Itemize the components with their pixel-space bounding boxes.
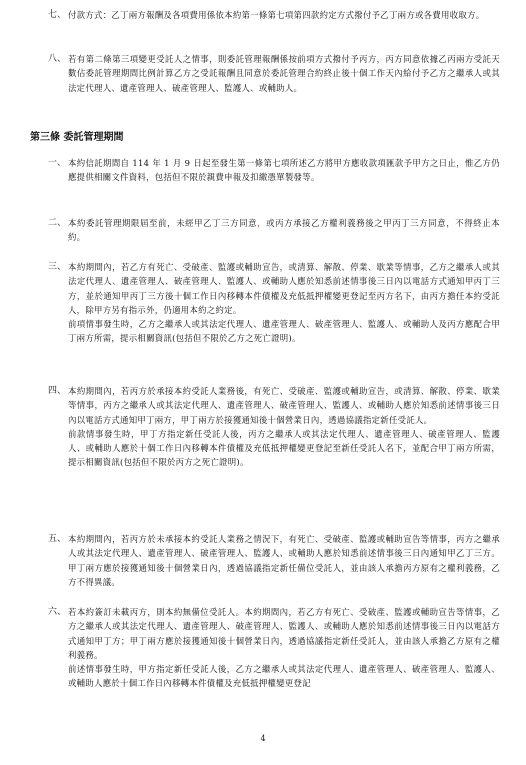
item-number: 二、 [48,218,67,228]
item-text: 若有第二條第三項變更受託人之情事，則委託管理報酬係按前項方式撥付予丙方，丙方同意依據乙丙兩方受託天數佔委託管理期間比例計算乙方之受託報酬且同意於委託管理合約終止後十個工作天內給付予乙方之繼承人或其法定代理人、遺產管理人、破產管理人、監護人、或輔助人。 [68,54,500,93]
page-number: 4 [260,734,266,743]
item-text-continued: 前款情事發生時，甲丁方指定新任受託人後，丙方之繼承人或其法定代理人、遺產管理人、破產管理人、監護人、或輔助人應於十個工作日內移轉本件債權及充低抵押權變更登記至新任受託人名下，並配合甲丁兩方所需，提示相關資訊(包括但不限於丙方之死亡證明)。 [68,428,500,468]
item-text-continued: 前項情事發生時，乙方之繼承人或其法定代理人、遺產管理人、破產管理人、監護人、或輔助人及丙方應配合甲丁兩方所需，提示相關資訊(包括但不限於乙方之死亡證明)。 [68,319,500,344]
item-text-part: 本約委託管理期限屆至前，未經甲乙丁三方同意 [68,218,258,228]
section-item-1 [48,156,500,185]
clause-item-7 [48,8,500,22]
section-item-6 [48,605,500,691]
section-item-2 [48,216,500,245]
item-number: 三、 [48,262,67,272]
item-number: 一、 [48,158,67,168]
item-text [68,216,500,245]
red-comma: ， [257,218,267,228]
section-heading: 第三條 委託管理期間 [30,132,124,143]
item-number: 六、 [48,607,67,617]
section-item-3 [48,260,500,346]
item-number: 七、 [48,10,67,20]
section-item-5 [48,532,500,589]
item-number: 八、 [48,54,67,64]
clause-item-8 [48,52,500,95]
section-item-4 [48,384,500,470]
item-text: 本約期間內，若乙方有死亡、受破產、監護或輔助宣告，或清算、解散、停業、歇業等情事，乙方之繼承人或其法定代理人、遺產管理人、破產管理人、監護人、或輔助人應於知悉前述情事後三日內以電話方式通知甲丙丁三方，並於通知甲丙丁三方後十個工作日內移轉本件債權及充低抵押權變更登記至丙方名下，由丙方擔任本約受託人，除甲方另有指示外，仍適用本約之約定。 [68,262,500,315]
item-text-continued: 前述情事發生時，甲方指定新任受託人後，乙方之繼承人或其法定代理人、遺產管理人、破產管理人、監護人、或輔助人應於十個工作日內移轉本件債權及充低抵押權變更登記 [68,664,500,689]
item-number: 四、 [48,386,67,396]
item-text: 付款方式：乙丁兩方報酬及各項費用係依本約第一條第七項第四款約定方式撥付予乙丁兩方或各費用收取方。 [68,10,485,20]
item-text: 本約期間內，若丙方於未承接本約受託人業務之情況下，有死亡、受破產、監護或輔助宣告等情事，丙方之繼承人或其法定代理人、遺產管理人、破產管理人、監護人、或輔助人應於知悉前述情事後三日內通知甲乙丁三方。甲丁兩方應於接獲通知後十個營業日內，透過協議指定新任備位受託人，並由該人承擔丙方原有之權利義務，乙方不得異議。 [68,534,500,587]
item-number: 五、 [48,534,67,544]
item-text-part: 或丙方承接乙方權利義務後之甲丙丁三方同意，不得終止本約。 [68,218,500,243]
item-text: 本約期間內，若丙方於承接本約受託人業務後，有死亡、受破產、監護或輔助宣告，或清算、解散、停業、歇業等情事，丙方之繼承人或其法定代理人、遺產管理人、破產管理人、監護人、或輔助人應於知悉前述情事後三日內以電話方式通知甲丁兩方，甲丁兩方於接獲通知後十個營業日內，透過協議指定新任受託人。 [68,386,500,425]
item-text: 若本約簽訂未載丙方，則本約無備位受託人。本約期間內，若乙方有死亡、受破產、監護或輔助宣告等情事，乙方之繼承人或其法定代理人、遺產管理人、破產管理人、監護人、或輔助人應於知悉前述情事後三日內以電話方式通知甲丁方；甲丁兩方應於接獲通知後十個營業日內，透過協議指定新任受託人，並由該人承擔乙方原有之權利義務。 [68,607,500,660]
item-text: 本約信託期間自 114 年 1 月 9 日起至發生第一條第七項所述乙方將甲方應收款項匯款予甲方之日止，惟乙方仍應提供相關文件資料，包括但不限於親費申報及扣繳憑單製發等。 [68,158,500,183]
